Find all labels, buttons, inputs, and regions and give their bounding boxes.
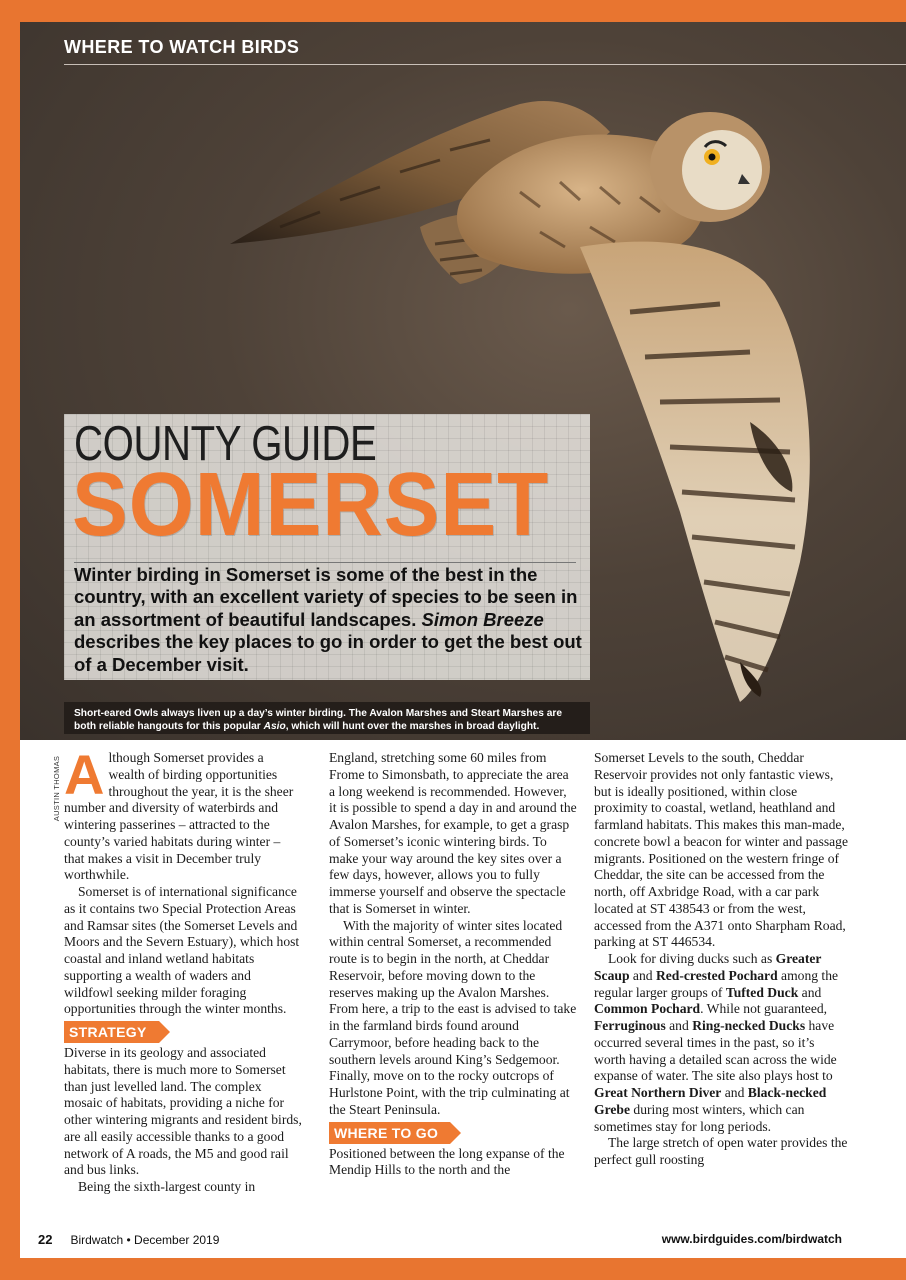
species-name: Tufted Duck — [725, 984, 799, 1000]
text: and — [798, 984, 822, 1000]
heading-strategy: STRATEGY — [64, 1021, 159, 1043]
caption-text: Short-eared Owls always liven up a day’s winter birding. The Avalon Marshes and Steart Marshes are both reliable hangouts for this popular — [74, 708, 563, 732]
author-name: Simon Breeze — [421, 608, 544, 630]
title-panel — [64, 414, 590, 680]
text: have occurred several times in the past, so it’s worth having a detailed scan across the wide expanse of water. The site also plays host to — [594, 1018, 837, 1084]
text: and — [665, 1018, 693, 1033]
species-name: Ring-necked Ducks — [692, 1018, 806, 1033]
standfirst-text-end: describes the key places to go in order to get the best out of a December visit. — [74, 631, 582, 675]
article-column-1 — [64, 743, 302, 1196]
standfirst-text: Winter birding in Somerset is some of the best in the country, with an excellent variety of species to be seen in an assortment of beautiful landscapes. — [74, 564, 578, 630]
species-name: Ferruginous — [594, 1018, 666, 1033]
text: . While not guaranteed, — [700, 1001, 828, 1017]
footer-left — [38, 1232, 219, 1247]
text: among the regular larger groups of — [594, 967, 839, 1000]
caption-genus: Asio — [263, 721, 286, 732]
paragraph: Diverse in its geology and associated habitats, there is much more to Somerset than just levelled land. The complex mosaic of habitats, providing a niche for other wintering migrants and resident birds, are all easily accessible thanks to a good network of A roads, the M5 and good rail and bus links. — [64, 1045, 302, 1178]
article-column-2 — [329, 750, 577, 1179]
paragraph: Positioned between the long expanse of the Mendip Hills to the north and the — [329, 1145, 565, 1178]
text: Look for diving ducks such as — [608, 951, 776, 966]
heading-where-to-go: WHERE TO GO — [329, 1122, 450, 1144]
section-label: WHERE TO WATCH BIRDS — [64, 37, 300, 57]
caption-text-end: , which will hunt over the marshes in broad daylight. — [285, 721, 540, 732]
text: and — [629, 967, 656, 983]
page-number: 22 — [38, 1232, 53, 1247]
paragraph — [594, 951, 848, 1135]
kicker-title: COUNTY GUIDE — [74, 417, 377, 471]
species-name: Great Northern Diver — [594, 1085, 722, 1100]
issue-info: Birdwatch • December 2019 — [70, 1233, 220, 1247]
text: and — [721, 1085, 748, 1100]
species-name: Red-crested Pochard — [655, 967, 778, 983]
hero-photo — [20, 22, 906, 740]
section-divider — [64, 64, 906, 65]
photo-credit — [54, 754, 64, 834]
drop-cap: A — [64, 743, 105, 806]
species-name: Common Pochard — [594, 1001, 701, 1017]
species-name: Greater Scaup — [594, 951, 822, 983]
text: during most winters, which can sometimes stay for long periods. — [594, 1101, 805, 1134]
paragraph: England, stretching some 60 miles from Frome to Simonsbath, to appreciate the area a long weekend is recommended. However, it is possible to spend a day in and around the Avalon Marshes, for example, to get a grasp of Somerset’s iconic wintering birds. To make your way around the key sites over a few days, however, allows you to fully immerse yourself and observe the spectacle that is Somerset in winter. — [329, 750, 577, 916]
standfirst — [74, 564, 584, 676]
species-name: Black-necked Grebe — [594, 1085, 827, 1117]
footer-url[interactable]: www.birdguides.com/birdwatch — [661, 1232, 842, 1246]
paragraph: lthough Somerset provides a wealth of birding opportunities throughout the year, it is the sheer number and diversity of waterbirds and wintering passerines – attracted to the county’s varied habitats during winter – that makes a visit in December truly worthwhile. — [64, 750, 294, 883]
paragraph: The large stretch of open water provides the perfect gull roosting — [594, 1135, 848, 1167]
paragraph: Somerset Levels to the south, Cheddar Reservoir provides not only fantastic views, but is ideally positioned, within close proximity to coastal, wetland, heathland and farmland habitats. This makes this man-made, concrete bowl a beacon for winter and passage migrants. Positioned on the western fringe of Cheddar, the site can be accessed from the north, off Axbridge Road, with a car park located at ST 438543 or from the west, accessed from the A371 onto Sharpham Road, parking at ST 446534. — [594, 750, 849, 950]
magazine-page — [20, 22, 906, 1258]
photo-credit-text: AUSTIN THOMAS — [52, 755, 62, 822]
title-divider — [74, 562, 576, 563]
paragraph: With the majority of winter sites located within central Somerset, a recommended route is to begin in the north, at Cheddar Reservoir, before moving down to the reserves making up the Avalon Marshes. From here, a trip to the east is advised to take in the farmland birds found around Carrymoor, before heading back to the southern levels around King’s Sedgemoor. Finally, move on to the rocky outcrops of Hurlstone Point, with the trip culminating at the Steart Peninsula. — [329, 917, 577, 1117]
paragraph: Being the sixth-largest county in — [78, 1179, 256, 1194]
paragraph: Somerset is of international significance as it contains two Special Protection Areas and Ramsar sites (the Somerset Levels and Moors and the Severn Estuary), which host coastal and inland wetland habitats supporting a wealth of waders and wildfowl seeking milder foraging opportunities through the winter months. — [64, 884, 300, 1017]
article-column-3 — [594, 750, 848, 1169]
county-title: SOMERSET — [72, 455, 550, 555]
photo-caption — [64, 702, 590, 734]
